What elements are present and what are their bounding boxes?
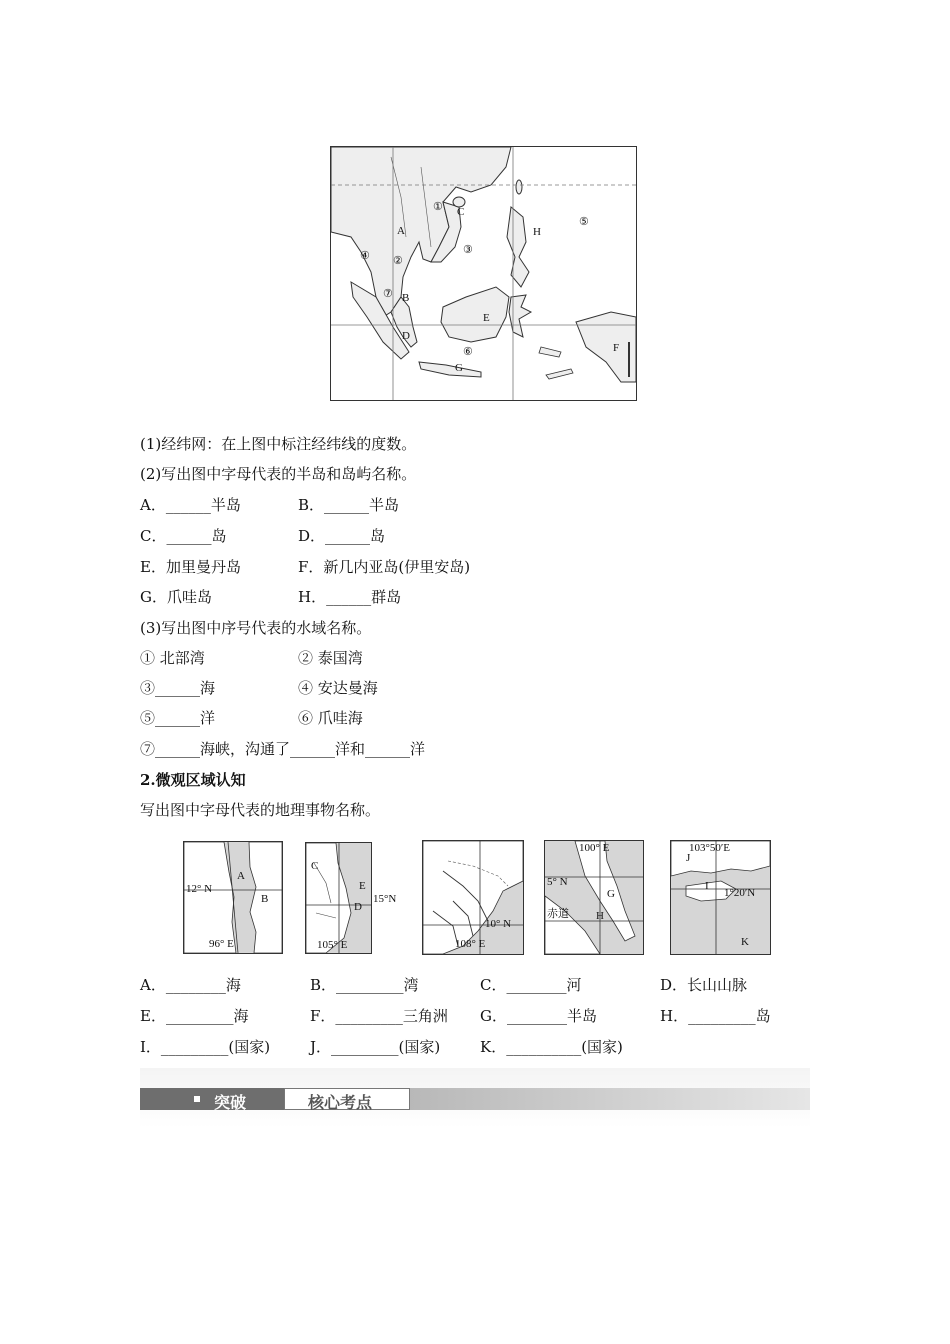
micro-map-1-A: A — [237, 870, 245, 882]
map-label-F: F — [613, 342, 620, 354]
micro-answer-K: K．__________(国家) — [480, 1038, 623, 1056]
banner-square-icon — [194, 1096, 200, 1102]
map-label-H: H — [533, 226, 541, 238]
micro-map-4 — [544, 840, 644, 955]
map-label-D: D — [402, 330, 410, 342]
map-label-A: A — [397, 225, 405, 237]
question-1: (1)经纬网：在上图中标注经纬线的度数。 — [140, 435, 417, 453]
micro-map-3 — [422, 840, 524, 955]
micro-answer-H: H．_________岛 — [660, 1007, 771, 1025]
southeast-asia-map-drawing — [331, 147, 636, 400]
micro-map-5-K: K — [741, 936, 749, 948]
micro-map-2-lat: 15°N — [373, 893, 397, 905]
micro-answer-A: A．________海 — [140, 976, 241, 994]
micro-map-4-equator: 赤道 — [547, 908, 569, 920]
map-label-C: C — [457, 206, 465, 218]
map-label-B: B — [402, 292, 410, 304]
map-label-4: ④ — [360, 250, 370, 262]
micro-map-2 — [305, 842, 372, 954]
southeast-asia-map — [330, 146, 637, 401]
micro-map-4-drawing — [545, 841, 643, 954]
micro-map-2-E: E — [359, 880, 366, 892]
micro-map-5-lon: 103°50′E — [689, 842, 731, 854]
micro-answer-E: E．_________海 — [140, 1007, 249, 1025]
micro-map-1-lon: 96° E — [209, 938, 234, 950]
micro-answer-C: C．________河 — [480, 976, 582, 994]
water-5: ⑤______洋 — [140, 709, 216, 727]
micro-map-3-lon: 108° E — [455, 938, 486, 950]
micro-map-2-C: C — [311, 860, 319, 872]
banner-left-label: 突破 — [214, 1093, 247, 1112]
map-label-1: ① — [433, 201, 443, 213]
micro-map-1 — [183, 841, 283, 954]
section-2-instruction: 写出图中字母代表的地理事物名称。 — [140, 801, 381, 819]
water-4: ④ 安达曼海 — [298, 679, 378, 697]
micro-map-5-J: J — [686, 852, 691, 864]
map-label-7: ⑦ — [383, 288, 393, 300]
answer-C: C．______岛 — [140, 527, 227, 545]
micro-map-4-H: H — [596, 910, 604, 922]
answer-F: F．新几内亚岛(伊里安岛) — [298, 558, 471, 576]
map-label-6: ⑥ — [463, 346, 473, 358]
water-6: ⑥ 爪哇海 — [298, 709, 363, 727]
map-label-G: G — [455, 362, 463, 374]
micro-answer-F: F．_________三角洲 — [310, 1007, 448, 1025]
map-label-3: ③ — [463, 244, 473, 256]
water-1: ① 北部湾 — [140, 649, 205, 667]
micro-map-5-I: I — [705, 880, 709, 892]
question-2: (2)写出图中字母代表的半岛和岛屿名称。 — [140, 465, 417, 483]
micro-map-2-D: D — [354, 901, 362, 913]
micro-map-1-B: B — [261, 893, 269, 905]
section-2-heading: 2.微观区域认知 — [140, 771, 246, 789]
micro-answer-G: G．________半岛 — [480, 1007, 597, 1025]
answer-B: B．______半岛 — [298, 496, 400, 514]
micro-map-5-lat: 1°20′N — [724, 887, 756, 899]
micro-answer-B: B．_________湾 — [310, 976, 419, 994]
answer-A: A．______半岛 — [140, 496, 241, 514]
water-7: ⑦______海峡，沟通了______洋和______洋 — [140, 740, 426, 758]
question-3: (3)写出图中序号代表的水域名称。 — [140, 619, 372, 637]
answer-G: G．爪哇岛 — [140, 588, 212, 606]
map-label-2: ② — [393, 255, 403, 267]
answer-E: E．加里曼丹岛 — [140, 558, 241, 576]
water-2: ② 泰国湾 — [298, 649, 363, 667]
micro-answer-J: J．_________(国家) — [310, 1038, 441, 1056]
micro-map-1-lat: 12° N — [186, 883, 213, 895]
answer-H: H．______群岛 — [298, 588, 402, 606]
micro-map-3-lat: 10° N — [485, 918, 512, 930]
micro-map-2-lon: 105° E — [317, 939, 348, 951]
micro-map-5 — [670, 840, 771, 955]
micro-answer-D: D．长山山脉 — [660, 976, 748, 994]
micro-map-4-lon: 100° E — [579, 842, 610, 854]
water-3: ③______海 — [140, 679, 216, 697]
answer-D: D．______岛 — [298, 527, 386, 545]
map-label-E: E — [483, 312, 490, 324]
section-banner-left-block — [140, 1088, 284, 1110]
banner-right-label: 核心考点 — [308, 1093, 373, 1112]
micro-answer-I: I．_________(国家) — [140, 1038, 271, 1056]
micro-map-4-G: G — [607, 888, 615, 900]
map-label-5: ⑤ — [579, 216, 589, 228]
micro-map-4-lat: 5° N — [547, 876, 568, 888]
